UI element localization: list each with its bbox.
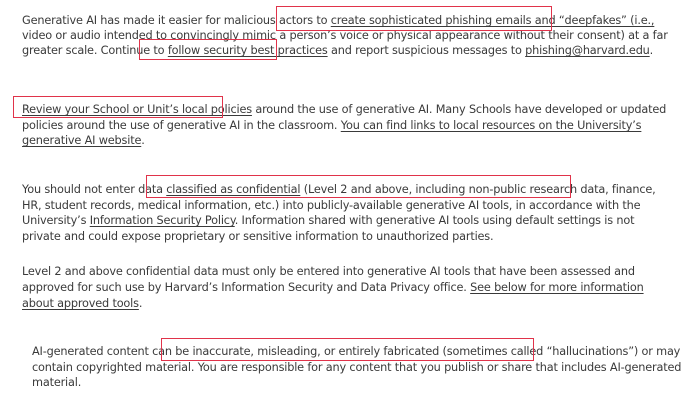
text-run: You should not enter data [22, 183, 167, 196]
text-run: and report suspicious messages to [327, 44, 526, 57]
text-line [22, 213, 634, 228]
text-run: . [141, 134, 145, 147]
text-line [22, 102, 666, 117]
approved-tools-info-link[interactable]: See below for more information [470, 281, 644, 294]
phishing-email-link[interactable]: phishing@harvard.edu [525, 44, 650, 57]
text-line [22, 43, 653, 58]
generative-ai-website-link[interactable]: generative AI website [22, 134, 142, 147]
information-security-policy-link[interactable]: Information Security Policy [89, 214, 235, 227]
security-best-practices-link[interactable]: follow security best practices [167, 44, 328, 57]
text-run: greater scale. Continue to [22, 44, 168, 57]
text-run: (Level 2 and above, including non-public research data, finance, [300, 183, 656, 196]
text-line [22, 28, 668, 43]
text-line [22, 296, 142, 311]
text-run: policies around the use of generative AI in the classroom. [22, 119, 341, 132]
text-run: material. [32, 376, 82, 389]
text-run: HR, student records, medical information, etc.) into publicly-available generative AI tools, in accordance with the [22, 199, 641, 212]
phishing-deepfakes-link[interactable]: create sophisticated phishing emails and “deepfakes” (i.e., [330, 14, 655, 27]
text-line [32, 360, 681, 375]
text-run: University’s [22, 214, 90, 227]
text-run: . [138, 297, 143, 310]
text-line [22, 264, 635, 279]
text-run: video or audio intended to convincingly mimic a person’s voice or physical appearance without their consent) at a far [22, 29, 668, 42]
text-line [32, 375, 81, 390]
text-run: AI-generated content can be inaccurate, misleading, or entirely fabricated (sometimes called “hallucinations”) or may [32, 345, 681, 358]
text-line [22, 182, 656, 197]
local-policies-link[interactable]: Review your School or Unit’s local policies [22, 103, 252, 116]
text-run: approved for such use by Harvard’s Information Security and Data Privacy office. [22, 281, 471, 294]
local-resources-link[interactable]: You can find links to local resources on the University’s [340, 119, 642, 132]
text-line [22, 133, 145, 148]
text-run: private and could expose proprietary or sensitive information to unauthorized parties. [22, 230, 494, 243]
text-run: . Information shared with generative AI tools using default settings is not [234, 214, 635, 227]
text-line [32, 344, 680, 359]
approved-tools-link[interactable]: about approved tools [22, 297, 139, 310]
text-line [22, 118, 641, 133]
text-line [22, 13, 654, 28]
text-run: Generative AI has made it easier for malicious actors to [22, 14, 331, 27]
text-line [22, 280, 644, 295]
text-run: Level 2 and above confidential data must only be entered into generative AI tools that have been assessed and [22, 265, 635, 278]
text-line [22, 229, 493, 244]
text-run: contain copyrighted material. You are responsible for any content that you publish or share that includes AI-generated [32, 361, 681, 374]
text-run: . [649, 44, 654, 57]
classified-confidential-link[interactable]: classified as confidential [166, 183, 301, 196]
text-run: around the use of generative AI. Many Schools have developed or updated [251, 103, 667, 116]
text-line [22, 198, 640, 213]
